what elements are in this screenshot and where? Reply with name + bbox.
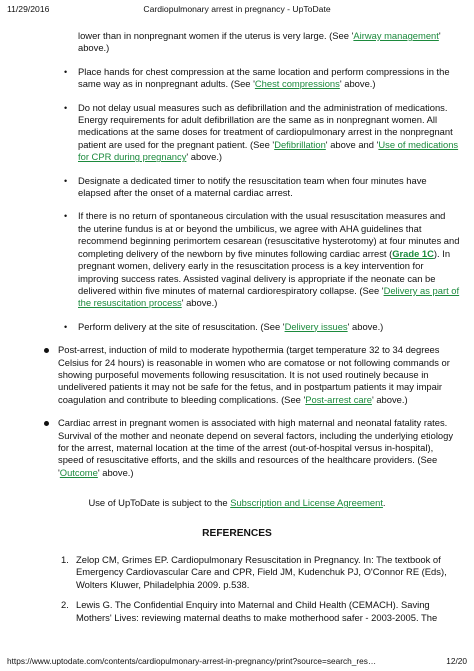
link-delivery-resuscitation[interactable]: Delivery as part of the resuscitation process (78, 284, 460, 309)
list-item: • Do not delay usual measures such as defibrillation and the administration of medications. Energy requirements for adult defibrillation are the same as in nonpregnant women. All medications at the same doses for treatment of cardiopulmonary arrest in the nonpregnant patient are used for the pregnant patient. (See 'Defibrillation' above and 'Use of medications for CPR during pregnancy' above.) (78, 102, 460, 164)
list-item: • Designate a dedicated timer to notify the resuscitation team when four minutes have elapsed after the onset of a maternal cardiac arrest. (78, 175, 460, 200)
list-item: Post-arrest, induction of mild to moderate hypothermia (target temperature 32 to 34 degrees Celsius for 24 hours) is reasonable in women who are comatose or not following commands or showing purposeful movements following resuscitation. It is not used routinely because in undelivered patients it may not be safe for the fetus, and in postpartum patients it may impair coagulation and contribute to bleeding complications. (See 'Post-arrest care' above.) (58, 344, 460, 406)
sub-bullet-list (0, 66, 474, 333)
link-chest-compressions[interactable]: Chest compressions (254, 78, 340, 90)
references-heading: REFERENCES (202, 527, 272, 539)
reference-item: 1. Zelop CM, Grimes EP. Cardiopulmonary Resuscitation in Pregnancy. In: The textbook of Emergency Cardiovascular Care and CPR, Field JM, Kudenchuk PJ, O'Connor RE (Eds), Wolters Kluwer, Philadelphia 2009. p.538. (61, 554, 447, 590)
link-post-arrest-care[interactable]: Post-arrest care (305, 393, 372, 405)
link-medications-cpr[interactable]: Use of medications for CPR during pregnancy (78, 138, 459, 163)
page-title: Cardiopulmonary arrest in pregnancy - UpToDate (143, 4, 331, 14)
list-item: • If there is no return of spontaneous circulation with the usual resuscitation measures and the uterine fundus is at or beyond the umbilicus, we agree with AHA guidelines that recommend beginning perimortem cesarean (resuscitative hysterotomy) at four minutes and completing delivery of the newborn by five minutes following cardiac arrest (Grade 1C). In pregnant women, delivery early in the resuscitation process is a key intervention for improving success rates. Assisted vaginal delivery is appropriate if the neonate can be delivered within five minutes of maternal cardiorespiratory collapse. (See 'Delivery as part of the resuscitation process' above.) (78, 210, 460, 309)
list-item: Cardiac arrest in pregnant women is associated with high maternal and neonatal fatality rates. Survival of the mother and neonate depend on several factors, including the underlying etiology for the arrest, maternal location at the time of the arrest (out-of-hospital versus in-hospital), speed of resuscitative efforts, and the skills and resources of the healthcare providers. (See 'Outcome' above.) (58, 417, 460, 479)
page-number: 12/20 (446, 656, 467, 666)
print-header (7, 3, 467, 15)
reference-item: 2. Lewis G. The Confidential Enquiry into Maternal and Child Health (CEMACH). Saving Mothers' Lives: reviewing maternal deaths to make motherhood safer - 2003-2005. The (61, 599, 438, 623)
link-grade-1c[interactable]: Grade 1C (392, 247, 434, 259)
main-bullet-list (0, 344, 474, 479)
print-footer (7, 655, 467, 667)
terms-notice: Use of UpToDate is subject to the Subscription and License Agreement. (88, 497, 386, 509)
page-url: https://www.uptodate.com/contents/cardiopulmonary-arrest-in-pregnancy/print?source=search_res… (7, 656, 377, 666)
link-outcome[interactable]: Outcome (59, 466, 98, 478)
references-list (0, 554, 474, 624)
list-item: • Perform delivery at the site of resuscitation. (See 'Delivery issues' above.) (78, 321, 460, 333)
continued-paragraph: lower than in nonpregnant women if the uterus is very large. (See 'Airway management' above.) (78, 30, 441, 54)
link-delivery-issues[interactable]: Delivery issues (284, 320, 348, 332)
link-airway-management[interactable]: Airway management (353, 30, 439, 41)
link-defibrillation[interactable]: Defibrillation (274, 138, 326, 150)
print-date: 11/29/2016 (7, 4, 50, 14)
article-body (0, 30, 474, 632)
list-item: • Place hands for chest compression at the same location and perform compressions in the same way as in nonpregnant adults. (See 'Chest compressions' above.) (78, 66, 460, 91)
link-subscription-license[interactable]: Subscription and License Agreement (230, 497, 383, 509)
